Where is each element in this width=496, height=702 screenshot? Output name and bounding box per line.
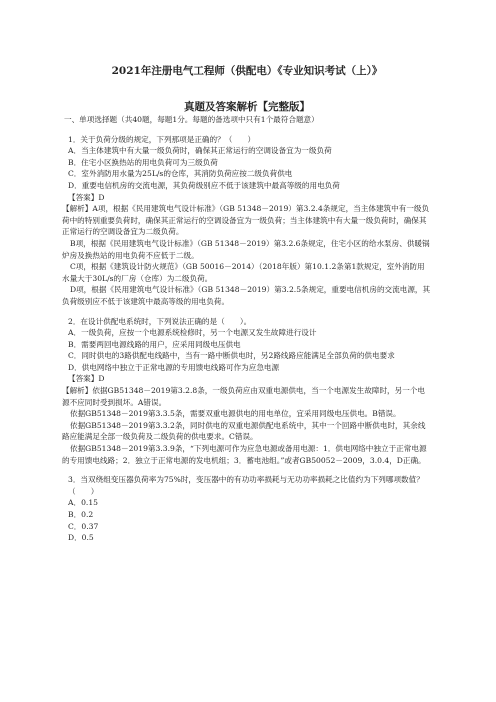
section-heading: 一、单项选择题（共40题，每题1分。每题的备选项中只有1个最符合题意）	[64, 115, 319, 124]
question-2-option-b: B．需要两回电源线路的用户，应采用同级电压供电	[68, 339, 241, 349]
question-3-option-c: C．0.37	[68, 521, 99, 531]
question-1-analysis-c: C项，根据《建筑设计防火规范》（GB 50016－2014）（2018年版）第10.1.2条第1款规定，室外消防用水量大于30L/s的厂房（仓库）为二级负荷。	[62, 262, 425, 283]
question-3-option-d: D．0.5	[68, 533, 94, 543]
question-2-analysis-1: 【解析】依据GB51348－2019第3.2.8条，一级负荷应由双重电源供电，当一个电源发生故障时，另一个电源不应同时受到损坏。A错误。	[62, 386, 426, 407]
question-3-stem: 3．当双绕组变压器负荷率为75%时，变压器中的有功功率损耗与无功功率损耗之比值约为下列哪项数值？（ ）	[68, 475, 424, 496]
question-3-option-a: A．0.15	[68, 498, 98, 508]
question-1-analysis-d: D项，根据《民用建筑电气设计标准》（GB 51348－2019）第3.2.5条规定，重要电信机房的交流电源，其负荷级别应不低于该建筑中最高等级的用电负荷。	[62, 285, 431, 306]
question-1-option-a: A．当主体建筑中有大量一级负荷时，确保其正常运行的空调设备宜为一级负荷	[68, 146, 332, 156]
question-2-option-d: D．供电网络中独立于正常电源的专用馈电线路可作为应急电源	[68, 362, 280, 372]
question-1-option-b: B．住宅小区换热站的用电负荷可为三级负荷	[68, 157, 218, 167]
question-1-analysis-a: 【解析】A项，根据《民用建筑电气设计标准》（GB 51348－2019）第3.2.4条规定，当主体建筑中有一级负荷中的特别重要负荷时，确保其正常运行的空调设备宜为一级负荷；当主体建筑中有大量一级负荷时，确保其正常运行的空调设备宜为二级负荷。	[62, 204, 430, 237]
question-1-stem: 1．关于负荷分级的规定，下列那项是正确的？（ ）	[68, 134, 256, 144]
question-2-answer: 【答案】D	[68, 374, 105, 384]
question-1-analysis-b: B项，根据《民用建筑电气设计标准》（GB 51348－2019）第3.2.6条规定，住宅小区的给水泵房、供暖锅炉房及换热站的用电负荷不应低于二级。	[62, 238, 430, 260]
question-2-stem: 2．在设计供配电系统时，下列说法正确的是（ ）。	[68, 316, 252, 326]
question-1-answer: 【答案】D	[68, 192, 105, 202]
document-title: 2021年注册电气工程师（供配电）《专业知识考试（上）》	[111, 65, 383, 77]
question-2-option-a: A．一级负荷，应按一个电源系统检修时，另一个电源又发生故障进行设计	[68, 328, 317, 338]
question-2-analysis-4: 依据GB51348－2019第3.3.9条，“下列电源可作为应急电源或备用电源：1．供电网络中独立于正常电源的专用馈电线路；2．独立于正常电源的发电机组；3．蓄电池组。”或者GB50052－2009，3.0.4，D正确。	[62, 444, 427, 465]
question-2-analysis-2: 依据GB51348－2019第3.3.5条，需要双重电源供电的用电单位，宜采用同级电压供电。B错误。	[70, 409, 401, 419]
question-2-option-c: C．同时供电的3路供配电线路中，当有一路中断供电时，另2路线路应能满足全部负荷的供电要求	[68, 351, 395, 361]
question-1-option-c: C．室外消防用水量为25L/s的仓库，其消防负荷应按二级负荷供电	[68, 169, 293, 179]
question-3-option-b: B．0.2	[68, 510, 94, 519]
document-subtitle: 真题及答案解析【完整版】	[184, 101, 310, 113]
question-1-option-d: D．重要电信机房的交流电源，其负荷级别应不低于该建筑中最高等级的用电负荷	[68, 180, 340, 190]
question-2-analysis-3: 依据GB51348－2019第3.3.2条，同时供电的双重电源供配电系统中，其中一个回路中断供电时，其余线路应能满足全部一级负荷及二级负荷的供电要求。C错误。	[62, 420, 426, 442]
